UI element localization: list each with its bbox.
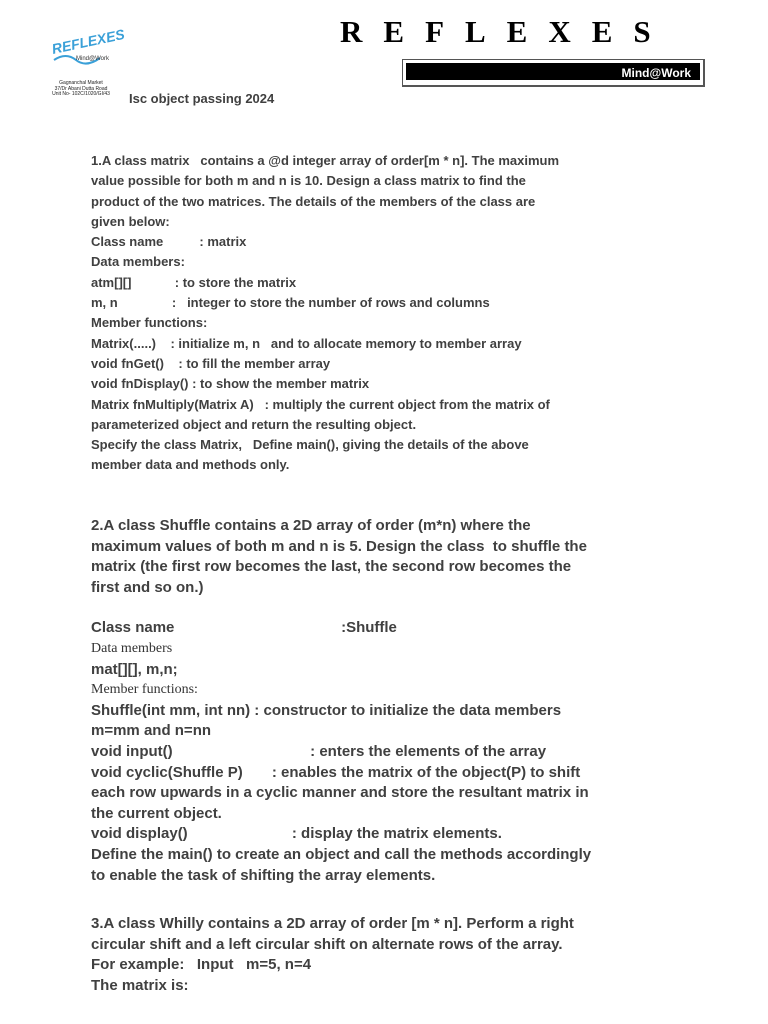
q2-body-line: void cyclic(Shuffle P) : enables the matrix of the object(P) to shift	[91, 763, 581, 781]
q2-intro-line: maximum values of both m and n is 5. Design the class to shuffle the	[91, 537, 587, 555]
q1-line: m, n : integer to store the number of rows and columns	[91, 295, 490, 311]
logo-address-3: Unit No- 102C/1020/GI/43	[52, 91, 110, 97]
q1-line: product of the two matrices. The details of the members of the class are	[91, 193, 536, 209]
q1-line: Member functions:	[91, 315, 208, 331]
logo-address-2: 37/Dr Abani Dutta Road	[54, 85, 108, 92]
q2-body-line: the current object.	[91, 804, 222, 822]
spacer	[91, 598, 711, 618]
q1-line: Data members:	[91, 254, 185, 270]
logo-graphic	[46, 25, 126, 76]
q3-line: For example: Input m=5, n=4	[91, 956, 312, 974]
q2-intro-line: first and so on.)	[91, 578, 204, 596]
q1-line: void fnDisplay() : to show the member matrix	[91, 376, 370, 392]
q3-line: 3.A class Whilly contains a 2D array of order [m * n]. Perform a right	[91, 915, 574, 932]
q1-line: atm[][] : to store the matrix	[91, 274, 297, 290]
q1-line: 1.A class matrix contains a @d integer array of order[m * n]. The maximum	[91, 153, 560, 168]
q1-line: void fnGet() : to fill the member array	[91, 355, 331, 371]
q2-body-line: each row upwards in a cyclic manner and store the resultant matrix in	[91, 784, 589, 802]
tagline: Mind@Work	[621, 66, 691, 80]
q3-line: circular shift and a left circular shift on alternate rows of the array.	[91, 935, 563, 953]
q2-body-line: Shuffle(int mm, int nn) : constructor to initialize the data members	[91, 701, 562, 719]
q2-data-members: mat[][], m,n;	[91, 660, 178, 678]
tagline-bar	[402, 59, 705, 87]
q2-body-line: void display() : display the matrix elements.	[91, 825, 502, 843]
logo-address-1: Gagnanchal Market	[59, 80, 103, 86]
q2-body-line: m=mm and n=nn	[91, 722, 212, 740]
q2-data-members-label: Data members	[91, 640, 173, 656]
q2-class-name: Class name :Shuffle	[91, 619, 397, 637]
q3-line: The matrix is:	[91, 976, 189, 994]
q1-line: Class name : matrix	[91, 234, 247, 250]
question-1	[91, 151, 691, 476]
question-2	[91, 516, 711, 886]
q2-intro-line: 2.A class Shuffle contains a 2D array of order (m*n) where the	[91, 517, 531, 534]
brand-title: REFLEXES	[340, 14, 672, 49]
q1-line: given below:	[91, 213, 170, 229]
q1-line: Specify the class Matrix, Define main(), giving the details of the above	[91, 437, 529, 453]
q2-intro-line: matrix (the first row becomes the last, the second row becomes the	[91, 558, 572, 576]
q1-line: parameterized object and return the resulting object.	[91, 416, 417, 432]
q1-line: Matrix fnMultiply(Matrix A) : multiply the current object from the matrix of	[91, 396, 550, 412]
question-3	[91, 914, 711, 996]
q2-body-line: void input() : enters the elements of the array	[91, 742, 547, 760]
q2-body-line: Define the main() to create an object and call the methods accordingly	[91, 845, 592, 863]
q2-body-line: to enable the task of shifting the array elements.	[91, 866, 436, 884]
q2-member-functions-label: Member functions:	[91, 682, 198, 698]
q1-line: value possible for both m and n is 10. Design a class matrix to find the	[91, 173, 526, 189]
logo-sub: Mind@Work	[76, 56, 109, 62]
logo-wordmark: REFLEXES	[50, 25, 126, 57]
q1-line: Matrix(.....) : initialize m, n and to allocate memory to member array	[91, 335, 522, 351]
q1-line: member data and methods only.	[91, 457, 290, 473]
document-subtitle: Isc object passing 2024	[129, 91, 275, 106]
reflexes-logo	[46, 25, 126, 104]
